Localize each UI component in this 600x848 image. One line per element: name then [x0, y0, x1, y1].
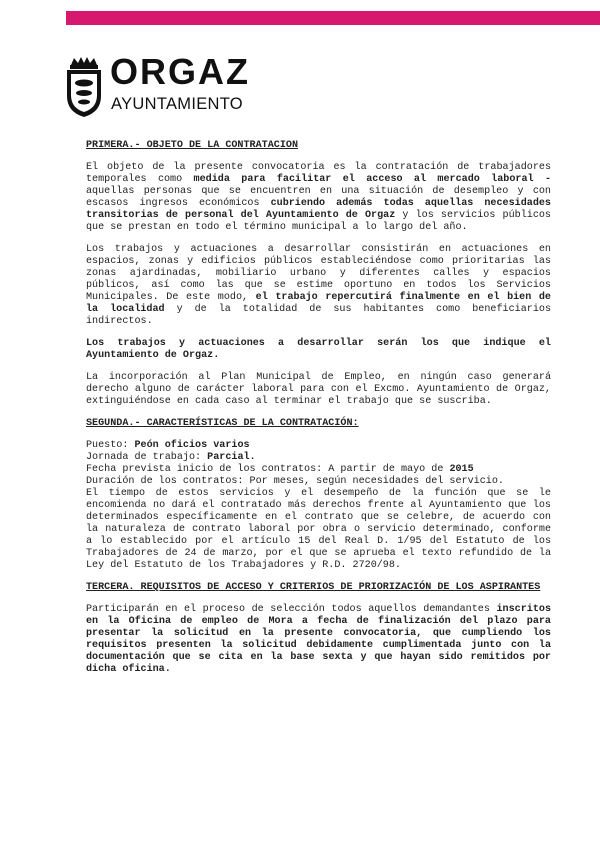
text: y de la totalidad de sus habitantes como beneficiarios indirectos. [86, 304, 551, 327]
section-primera-title: PRIMERA.- OBJETO DE LA CONTRATACION [86, 140, 299, 151]
logo [64, 51, 264, 118]
primera-paragraph-1 [86, 162, 551, 234]
top-accent-bar-fill [66, 11, 600, 25]
text: Participarán en el proceso de selección todos aquellos demandantes [86, 604, 497, 615]
primera-paragraph-2 [86, 244, 551, 328]
fecha-value: 2015 [449, 464, 474, 475]
puesto-line [86, 440, 551, 452]
section-segunda-title: SEGUNDA.- CARACTERÍSTICAS DE LA CONTRATACIÓN: [86, 418, 359, 429]
bold-text: el trabajo repercutirá finalmente en el bien de la localidad [86, 292, 551, 315]
bold-text: medida para facilitar el acceso al mercado laboral - [193, 174, 551, 185]
tercera-paragraph [86, 604, 551, 676]
bold-text: cubriendo además todas aquellas necesidades transitorias de personal del Ayuntamiento de Orgaz [86, 198, 551, 221]
text: y los servicios públicos que se prestan en todo el término municipal a lo largo del año. [86, 210, 551, 233]
jornada-label: Jornada de trabajo: [86, 452, 208, 463]
text: El objeto de la presente convocatoria es la contratación de trabajadores temporales como [86, 162, 551, 185]
top-accent-bar [66, 11, 600, 25]
contract-characteristics [86, 440, 551, 488]
text: aquellas personas que se encuentren en una situación de desempleo y con escasos ingresos económicos [86, 186, 551, 209]
primera-paragraph-3: Los trabajos y actuaciones a desarrollar serán los que indique el Ayuntamiento de Orgaz. [86, 338, 551, 361]
coat-of-arms-icon [64, 56, 104, 118]
puesto-label: Puesto: [86, 440, 135, 451]
document-body [86, 140, 551, 686]
logo-subtitle: AYUNTAMIENTO [111, 95, 243, 113]
duracion-line: Duración de los contratos: Por meses, según necesidades del servicio. [86, 476, 504, 487]
section-tercera-title: TERCERA. REQUISITOS DE ACCESO Y CRITERIOS DE PRIORIZACIÓN DE LOS ASPIRANTES [86, 582, 541, 593]
logo-name: ORGAZ [110, 51, 250, 92]
puesto-value: Peón oficios varios [134, 440, 250, 451]
jornada-value: Parcial. [207, 452, 256, 463]
primera-paragraph-4: La incorporación al Plan Municipal de Empleo, en ningún caso generará derecho alguno de carácter laboral para con el Excmo. Ayuntamiento de Orgaz, extinguiéndose en cada caso al terminar el trabajo que se suscriba. [86, 372, 551, 407]
fecha-label: Fecha prevista inicio de los contratos: A partir de mayo de [86, 464, 450, 475]
jornada-line [86, 452, 551, 464]
segunda-paragraph: El tiempo de estos servicios y el desempeño de la función que se le encomienda no dará el contratado más derechos frente al Ayuntamiento que los determinados específicamente en el contrato que se celebre, de acuerdo con la naturaleza de contrato laboral por obra o servicio determinado, conforme a lo establecido por el artículo 15 del Real D. 1/95 del Estatuto de los Trabajadores de 24 de marzo, por el que se aprueba el texto refundido de la Ley del Estatuto de los Trabajadores y R.D. 2720/98. [86, 488, 551, 571]
text: Los trabajos y actuaciones a desarrollar consistirán en actuaciones en espacios, zonas y edificios públicos estableciéndose como prioritarias las zonas ajardinadas, mobiliario urbano y diferentes calles y espacios públicos, así como las que se estime oportuno en todos los Servicios Municipales. De este modo, [86, 244, 551, 303]
fecha-line [86, 464, 551, 476]
bold-text: inscritos en la Oficina de empleo de Mora a fecha de finalización del plazo para presentar la solicitud en la presente convocatoria, que cumpliendo los requisitos presenten la solicitud debidamente cumplimentada junto con la documentación que se cita en la base sexta y que hayan sido remitidos por dicha oficina. [86, 604, 551, 675]
